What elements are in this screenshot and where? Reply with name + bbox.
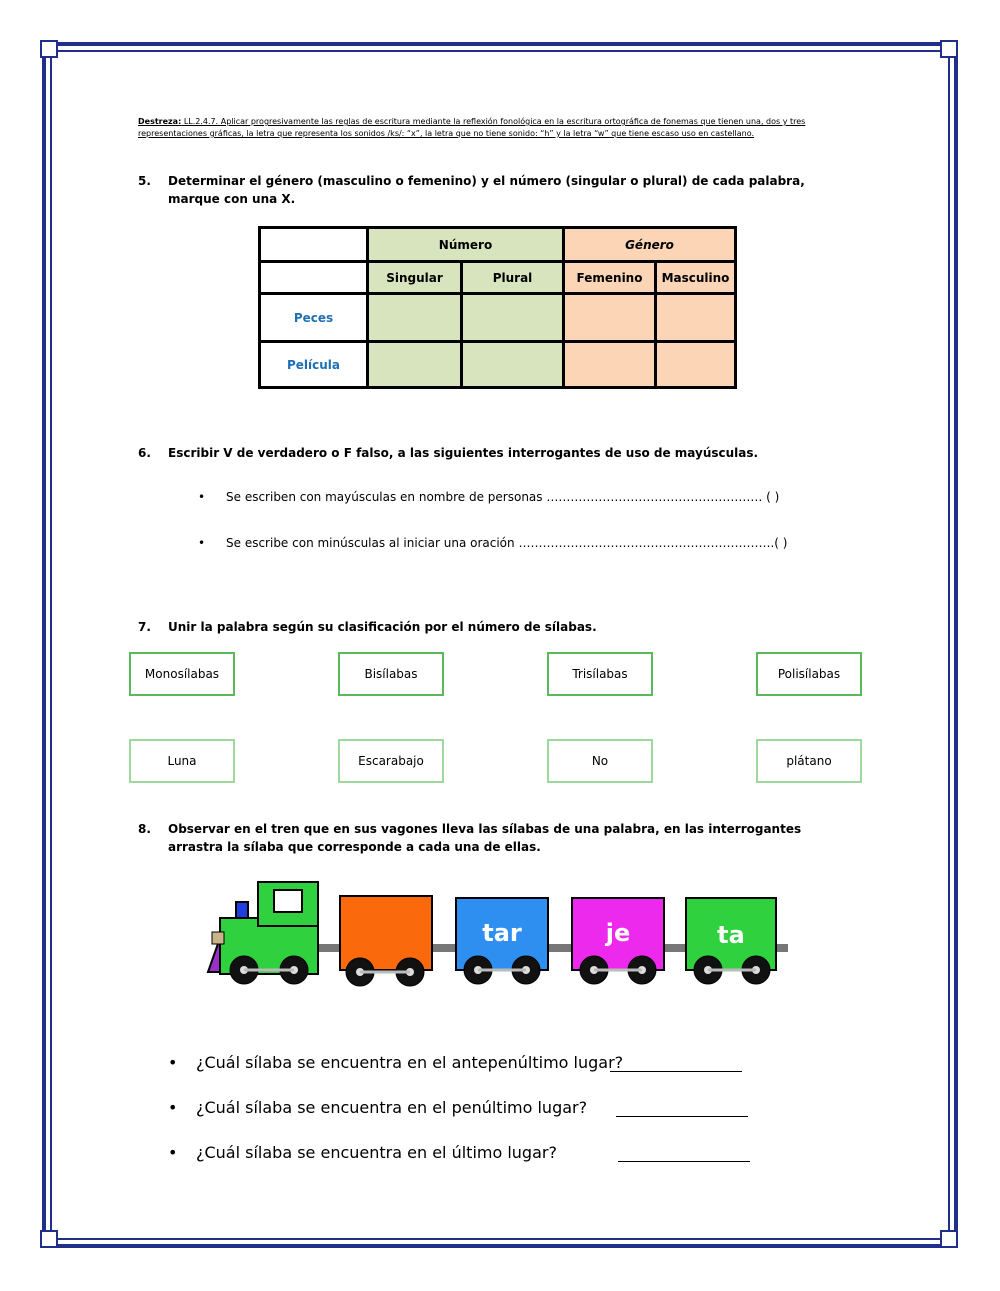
item-text[interactable]: Se escriben con mayúsculas en nombre de personas ……………………………………………… ( ): [226, 490, 780, 504]
train-coupling: [662, 944, 688, 952]
answer-blank[interactable]: [616, 1098, 748, 1117]
answer-cell[interactable]: [368, 342, 462, 388]
category-box-monosilabas[interactable]: Monosílabas: [129, 652, 235, 696]
category-box-bisilabas[interactable]: Bisílabas: [338, 652, 444, 696]
train-coupling: [546, 944, 574, 952]
header-numero: Número: [368, 228, 564, 262]
bullet-dot: •: [198, 536, 206, 550]
table-corner-cell: [260, 228, 368, 262]
question-number: 7.: [138, 620, 151, 634]
frame-corner: [940, 40, 958, 58]
destreza-label: Destreza:: [138, 117, 182, 126]
answer-blank[interactable]: [610, 1053, 742, 1072]
train-illustration: [206, 876, 796, 990]
row-word-peces: Peces: [260, 294, 368, 342]
question-number: 5.: [138, 174, 151, 188]
word-box-luna[interactable]: Luna: [129, 739, 235, 783]
train-axles: [244, 970, 756, 972]
word-box-platano[interactable]: plátano: [756, 739, 862, 783]
true-false-item: [198, 536, 798, 554]
question-number: 8.: [138, 822, 151, 836]
true-false-item: [198, 490, 798, 508]
question-text: ¿Cuál sílaba se encuentra en el último lugar?: [196, 1143, 557, 1162]
question-8: [138, 820, 838, 860]
table-corner-cell: [260, 262, 368, 294]
answer-cell[interactable]: [368, 294, 462, 342]
answer-cell[interactable]: [462, 342, 564, 388]
question-text: Unir la palabra según su clasificación por el número de sílabas.: [168, 620, 597, 634]
destreza-text: [138, 116, 850, 140]
question-text: Observar en el tren que en sus vagones lleva las sílabas de una palabra, en las interrogantes arrastra la sílaba que corresponde a cada una de ellas.: [168, 822, 802, 854]
answer-blank[interactable]: [618, 1143, 750, 1162]
word-box-no[interactable]: No: [547, 739, 653, 783]
syllable-question: [168, 1053, 624, 1075]
answer-cell[interactable]: [656, 342, 736, 388]
bullet-dot: •: [168, 1098, 178, 1117]
frame-corner: [40, 40, 58, 58]
question-5: [138, 172, 838, 212]
bullet-dot: •: [168, 1143, 178, 1162]
col-plural: Plural: [462, 262, 564, 294]
col-masculino: Masculino: [656, 262, 736, 294]
question-number: 6.: [138, 446, 151, 460]
wagon-syllable-je: je: [605, 919, 631, 947]
gender-number-table: [258, 226, 737, 389]
destreza-body: LL.2.4.7. Aplicar progresivamente las reglas de escritura mediante la reflexión fonológica en la escritura ortográfica de fonemas que tienen una, dos y tres representaciones gráficas, la letra que representa los sonidos /ks/: “x”, la letra que no tiene sonido: “h” y la letra “w” que tiene escaso uso en castellano.: [138, 117, 806, 138]
word-box-escarabajo[interactable]: Escarabajo: [338, 739, 444, 783]
question-6: [138, 444, 838, 464]
header-genero: Género: [564, 228, 736, 262]
col-singular: Singular: [368, 262, 462, 294]
answer-cell[interactable]: [462, 294, 564, 342]
row-word-pelicula: Película: [260, 342, 368, 388]
syllable-question: [168, 1143, 608, 1165]
frame-corner: [40, 1230, 58, 1248]
train-coupling: [430, 944, 458, 952]
answer-cell[interactable]: [656, 294, 736, 342]
bullet-dot: •: [198, 490, 206, 504]
wagon-syllable-ta: ta: [717, 921, 745, 949]
question-7: [138, 618, 838, 638]
question-text: ¿Cuál sílaba se encuentra en el antepenúltimo lugar?: [196, 1053, 624, 1072]
category-box-trisilabas[interactable]: Trisílabas: [547, 652, 653, 696]
wagon-syllable-tar: tar: [482, 919, 522, 947]
frame-corner: [940, 1230, 958, 1248]
answer-cell[interactable]: [564, 342, 656, 388]
bullet-dot: •: [168, 1053, 178, 1072]
item-text[interactable]: Se escribe con minúsculas al iniciar una oración ……………………………………………………….( ): [226, 536, 788, 550]
category-box-polisilabas[interactable]: Polisílabas: [756, 652, 862, 696]
question-text: ¿Cuál sílaba se encuentra en el penúltimo lugar?: [196, 1098, 588, 1117]
question-text: Determinar el género (masculino o femenino) y el número (singular o plural) de cada palabra, marque con una X.: [168, 174, 805, 206]
col-femenino: Femenino: [564, 262, 656, 294]
question-text: Escribir V de verdadero o F falso, a las siguientes interrogantes de uso de mayúsculas.: [168, 446, 759, 460]
answer-cell[interactable]: [564, 294, 656, 342]
syllable-question: [168, 1098, 608, 1120]
